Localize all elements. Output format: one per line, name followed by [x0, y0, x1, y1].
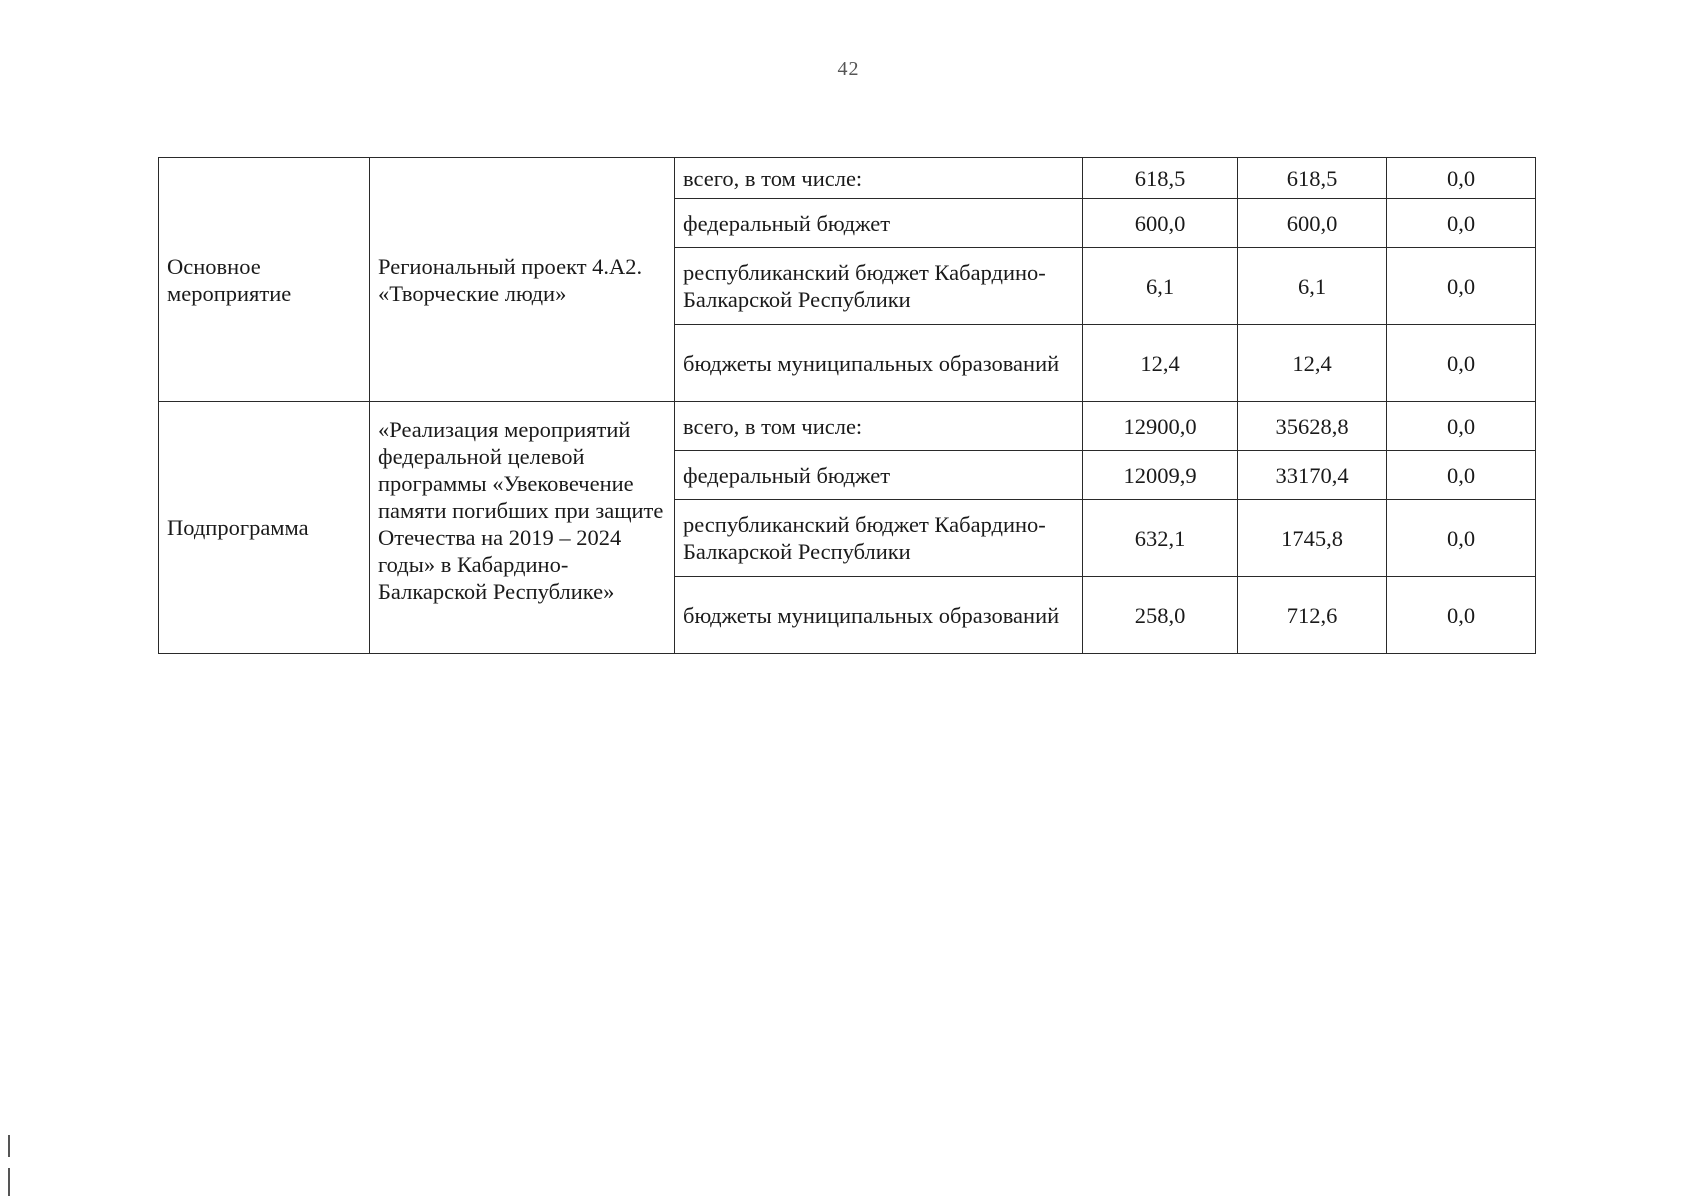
value-cell-3: 0,0 [1387, 158, 1536, 199]
value-cell-1: 258,0 [1083, 577, 1238, 654]
value-cell-3: 0,0 [1387, 451, 1536, 500]
value-cell-2: 600,0 [1238, 199, 1387, 248]
funding-source-cell: всего, в том числе: [675, 402, 1083, 451]
value-cell-2: 35628,8 [1238, 402, 1387, 451]
value-cell-2: 33170,4 [1238, 451, 1387, 500]
value-cell-3: 0,0 [1387, 500, 1536, 577]
value-cell-1: 6,1 [1083, 248, 1238, 325]
value-cell-3: 0,0 [1387, 325, 1536, 402]
funding-source-cell: федеральный бюджет [675, 451, 1083, 500]
value-cell-1: 12,4 [1083, 325, 1238, 402]
funding-source-cell: всего, в том числе: [675, 158, 1083, 199]
scan-artifact [8, 1135, 10, 1157]
budget-table [158, 157, 1536, 654]
section-type-cell: Подпрограмма [159, 402, 370, 654]
page-number: 42 [837, 58, 860, 80]
value-cell-1: 12900,0 [1083, 402, 1238, 451]
value-cell-2: 6,1 [1238, 248, 1387, 325]
section-name-cell: «Реализация мероприятий федеральной целевой программы «Увековечение памяти погибших при защите Отечества на 2019 – 2024 годы» в Кабардино-Балкарской Республике» [370, 402, 675, 654]
value-cell-3: 0,0 [1387, 577, 1536, 654]
table-row [159, 402, 1536, 451]
value-cell-2: 712,6 [1238, 577, 1387, 654]
table-row [159, 158, 1536, 199]
value-cell-2: 618,5 [1238, 158, 1387, 199]
value-cell-1: 12009,9 [1083, 451, 1238, 500]
section-type-cell: Основное мероприятие [159, 158, 370, 402]
scan-artifact [8, 1168, 10, 1196]
value-cell-3: 0,0 [1387, 402, 1536, 451]
section-name-cell: Региональный проект 4.А2. «Творческие люди» [370, 158, 675, 402]
value-cell-1: 618,5 [1083, 158, 1238, 199]
value-cell-3: 0,0 [1387, 248, 1536, 325]
value-cell-2: 12,4 [1238, 325, 1387, 402]
value-cell-3: 0,0 [1387, 199, 1536, 248]
value-cell-1: 632,1 [1083, 500, 1238, 577]
funding-source-cell: бюджеты муниципальных образований [675, 325, 1083, 402]
funding-source-cell: республиканский бюджет Кабардино-Балкарской Республики [675, 248, 1083, 325]
funding-source-cell: республиканский бюджет Кабардино-Балкарской Республики [675, 500, 1083, 577]
funding-source-cell: бюджеты муниципальных образований [675, 577, 1083, 654]
value-cell-2: 1745,8 [1238, 500, 1387, 577]
funding-source-cell: федеральный бюджет [675, 199, 1083, 248]
value-cell-1: 600,0 [1083, 199, 1238, 248]
